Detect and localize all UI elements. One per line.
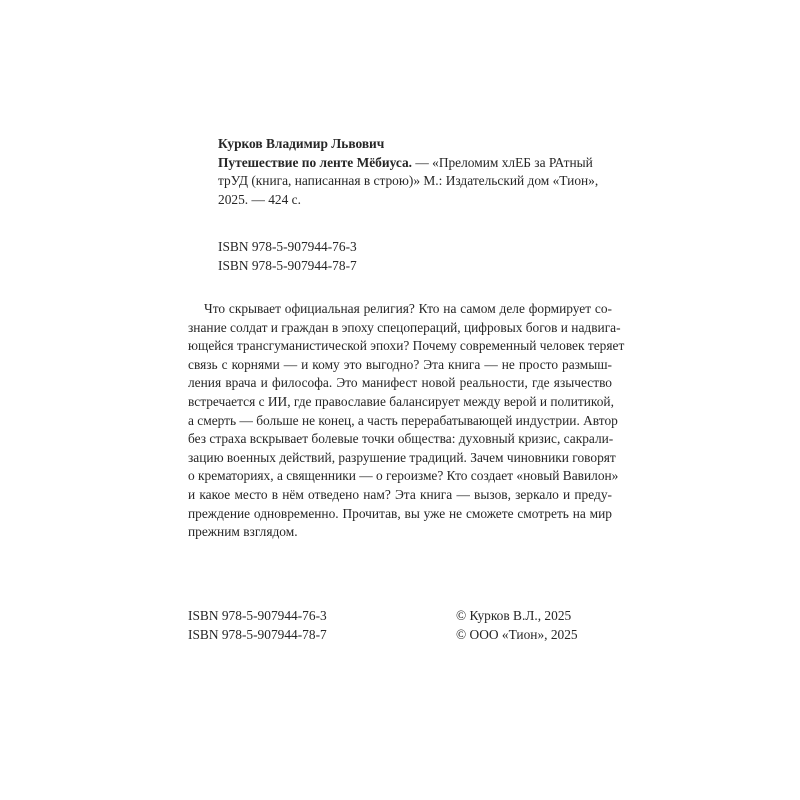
pages-line: 2025. — 424 с. [218,191,301,207]
isbn-line: ISBN 978-5-907944-76-3 [218,239,357,254]
book-title: Путешествие по ленте Мёбиуса. [218,154,413,170]
annotation-line: без страха вскрывает болевые точки общества: духовный кризис, сакрали- [188,431,614,447]
annotation-line: знание солдат и граждан в эпоху спецопераций, цифровых богов и надвига- [188,319,621,335]
annotation-line: преждение одновременно. Прочитав, вы уже не сможете смотреть на мир [188,505,612,521]
isbn-line: ISBN 978-5-907944-78-7 [218,257,357,273]
isbn-block-top [218,238,357,275]
annotation-paragraph [188,300,625,542]
copyright-block [456,607,578,644]
annotation-line: ющейся трансгуманистической эпохи? Почему современный человек теряет [188,338,625,354]
annotation-line: Что скрывает официальная религия? Кто на самом деле формирует со- [204,301,612,316]
author-name: Курков Владимир Львович [218,136,385,151]
annotation-line: прежним взглядом. [188,524,298,540]
bibliographic-record [218,135,613,209]
annotation-line: и какое место в нём отведено нам? Эта книга — вызов, зеркало и преду- [188,486,612,502]
title-line [218,154,613,173]
annotation-line: а смерть — больше не конец, а часть перерабатывающей индустрии. Автор [188,412,618,428]
publication-line: трУД (книга, написанная в строю)» М.: Издательский дом «Тион», [218,173,599,189]
copyright-line: © ООО «Тион», 2025 [456,626,578,642]
series-title-part: — «Преломим хлЕБ за РАтный [412,154,593,170]
annotation-line: связь с корнями — и кому это выгодно? Эта книга — не просто размыш- [188,356,612,372]
isbn-line: ISBN 978-5-907944-76-3 [188,608,327,623]
copyright-line: © Курков В.Л., 2025 [456,608,572,623]
annotation-line: зацию военных действий, разрушение традиций. Зачем чиновники говорят [188,449,616,465]
annotation-line: о крематориях, а священники — о героизме? Кто создает «новый Вавилон» [188,468,619,484]
isbn-block-bottom [188,607,327,644]
annotation-line: встречается с ИИ, где православие балансирует между верой и политикой, [188,393,614,409]
annotation-line: ления врача и философа. Это манифест новой реальности, где язычество [188,375,612,391]
isbn-line: ISBN 978-5-907944-78-7 [188,626,327,642]
